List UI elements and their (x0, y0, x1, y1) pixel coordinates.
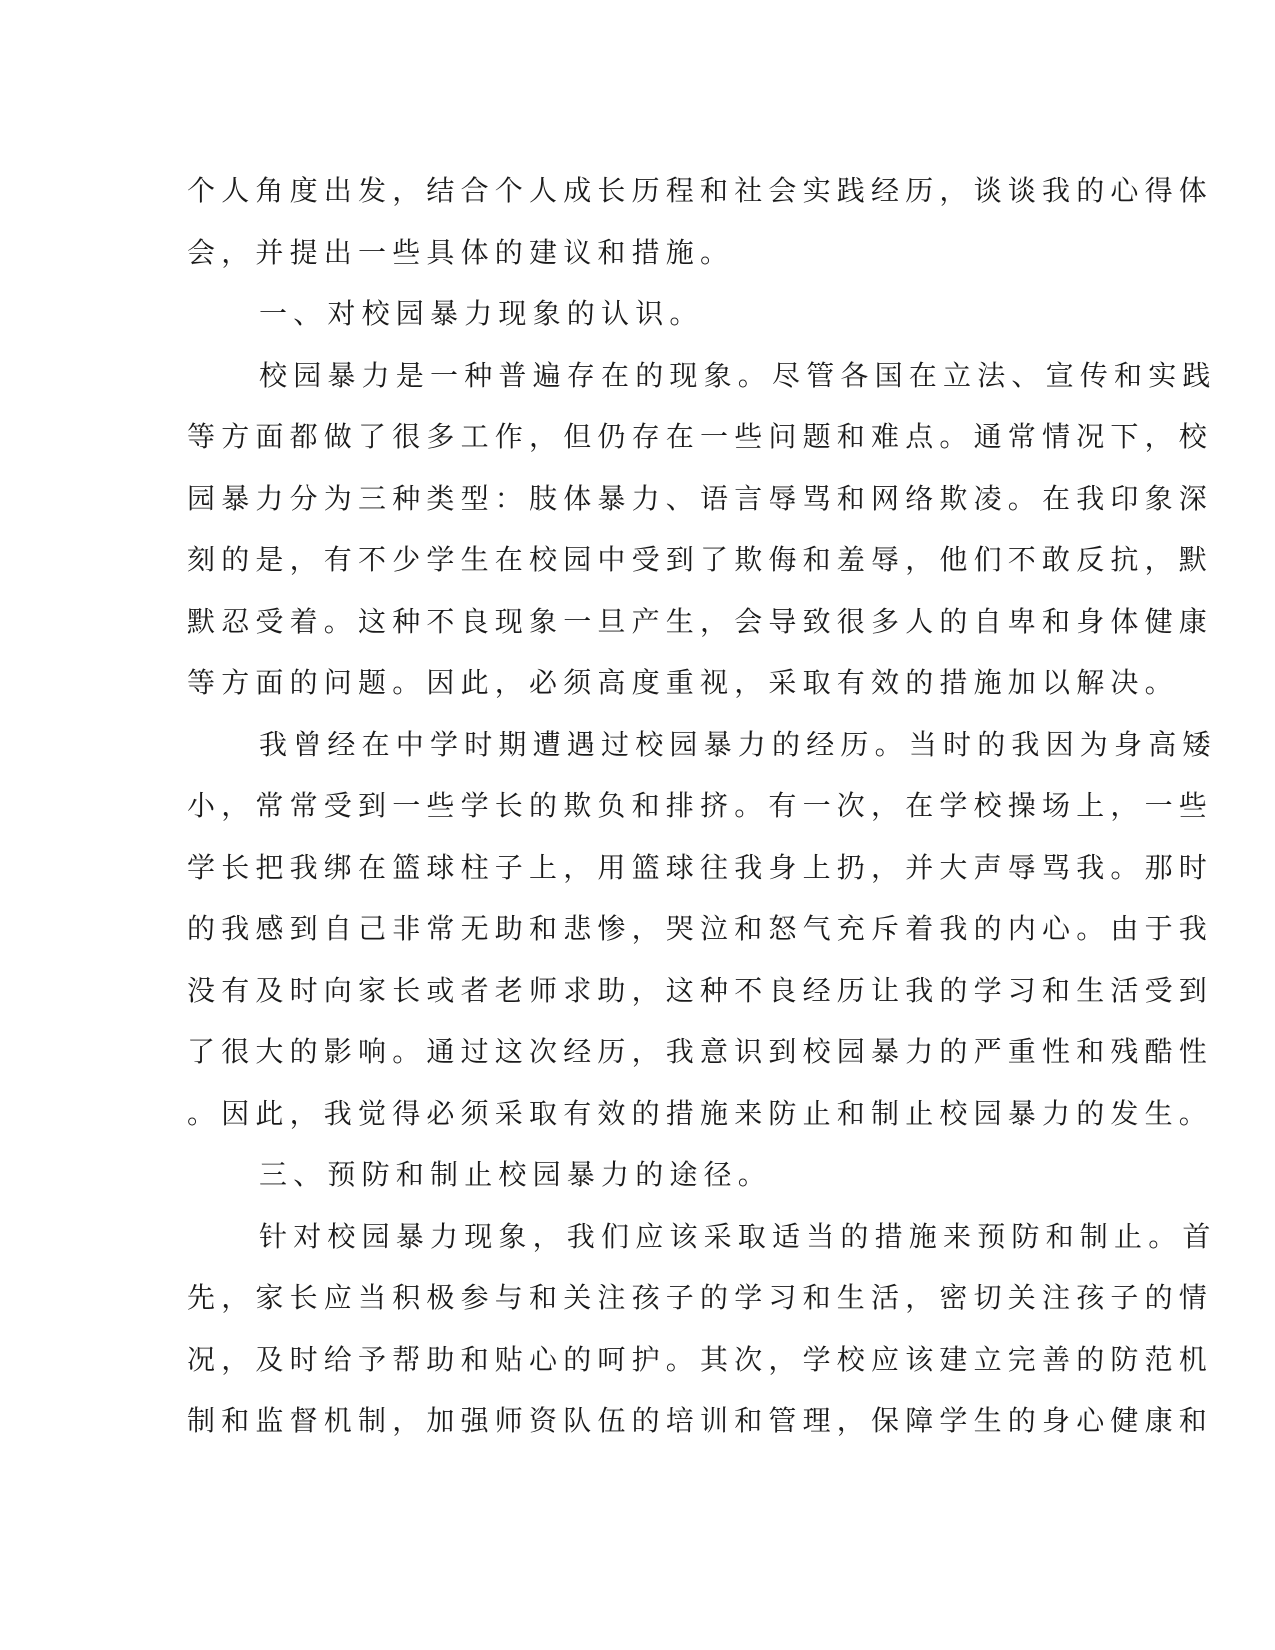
text-line: 的我感到自己非常无助和悲惨，哭泣和怒气充斥着我的内心。由于我 (187, 912, 1214, 945)
text-line: 制和监督机制，加强师资队伍的培训和管理，保障学生的身心健康和 (187, 1404, 1214, 1437)
text-line: 小，常常受到一些学长的欺负和排挤。有一次，在学校操场上，一些 (187, 789, 1214, 822)
text-line: 个人角度出发，结合个人成长历程和社会实践经历，谈谈我的心得体 (187, 174, 1214, 207)
text-line: 况，及时给予帮助和贴心的呵护。其次，学校应该建立完善的防范机 (187, 1342, 1214, 1376)
section-heading: 三、预防和制止校园暴力的途径。 (259, 1158, 773, 1191)
text-line: 会，并提出一些具体的建议和措施。 (187, 235, 735, 269)
text-line: 等方面都做了很多工作，但仍存在一些问题和难点。通常情况下，校 (187, 420, 1214, 453)
text-line: 我曾经在中学时期遭遇过校园暴力的经历。当时的我因为身高矮 (259, 727, 1217, 761)
text-line: 学长把我绑在篮球柱子上，用篮球往我身上扔，并大声辱骂我。那时 (187, 850, 1214, 884)
text-line: 校园暴力是一种普遍存在的现象。尽管各国在立法、宣传和实践 (259, 358, 1217, 392)
text-line: 默忍受着。这种不良现象一旦产生，会导致很多人的自卑和身体健康 (187, 604, 1214, 638)
text-line: 先，家长应当积极参与和关注孩子的学习和生活，密切关注孩子的情 (187, 1281, 1214, 1314)
text-line: 刻的是，有不少学生在校园中受到了欺侮和羞辱，他们不敢反抗，默 (187, 543, 1214, 576)
text-line: 园暴力分为三种类型：肢体暴力、语言辱骂和网络欺凌。在我印象深 (187, 481, 1214, 515)
text-line: 等方面的问题。因此，必须高度重视，采取有效的措施加以解决。 (187, 666, 1179, 699)
section-heading: 一、对校园暴力现象的认识。 (259, 297, 704, 330)
body-text (187, 160, 1217, 1452)
text-line: 没有及时向家长或者老师求助，这种不良经历让我的学习和生活受到 (187, 973, 1214, 1007)
text-line: 针对校园暴力现象，我们应该采取适当的措施来预防和制止。首 (259, 1219, 1217, 1253)
text-line: 了很大的影响。通过这次经历，我意识到校园暴力的严重性和残酷性 (187, 1035, 1214, 1068)
text-line: 。因此，我觉得必须采取有效的措施来防止和制止校园暴力的发生。 (187, 1096, 1214, 1130)
